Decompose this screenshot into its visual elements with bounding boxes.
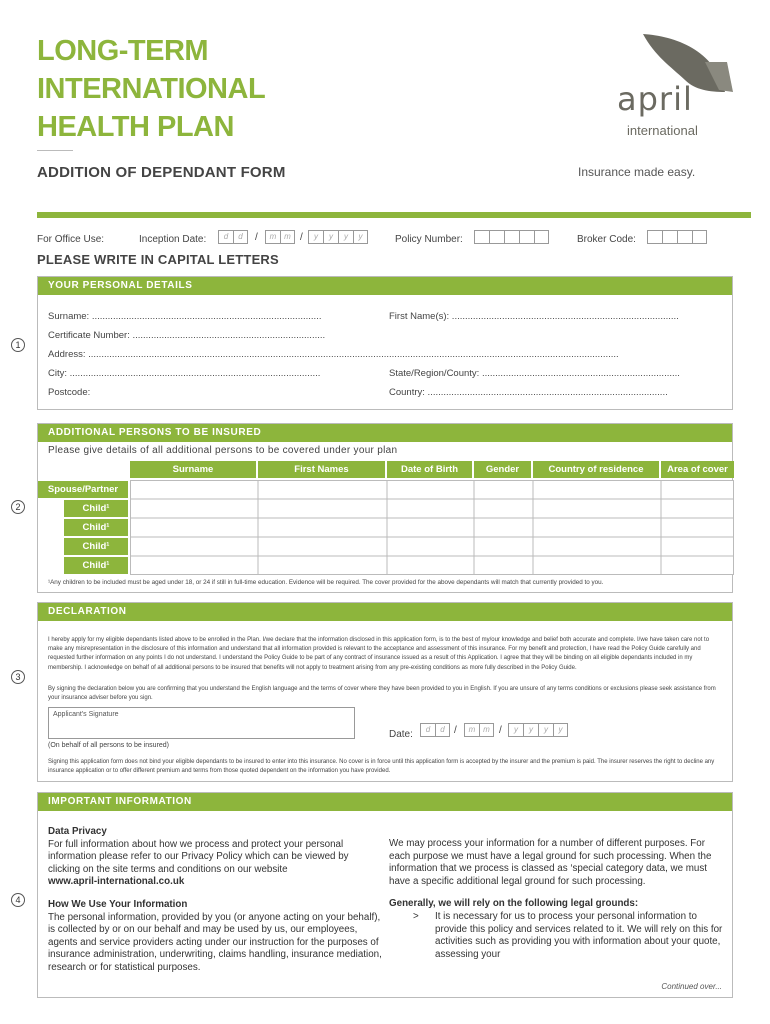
policy-number-boxes[interactable] <box>474 230 549 244</box>
logo-wordmark: april <box>617 80 693 118</box>
on-behalf-note: (On behalf of all persons to be insured) <box>48 742 170 749</box>
personal-details-section <box>37 276 733 410</box>
date-year-boxes[interactable]: y y y y <box>508 723 568 737</box>
policy-number-label: Policy Number: <box>395 234 463 245</box>
binding-notice: Signing this application form does not bind your eligible dependants to be insured to enter into this insurance. No cover is in force until this application form is accepted by the insurer and the premium is paid. The insurer reserves the right to decline any insurance application or to offer different premium and terms from those quoted dependent on the information you have provided. <box>48 759 715 775</box>
section-heading: IMPORTANT INFORMATION <box>38 793 732 811</box>
office-use-row: For Office Use: Inception Date: d d / m m / y y y y Policy Number: Broker Code: <box>37 230 751 246</box>
date-label: Date: <box>389 729 413 740</box>
signature-box[interactable] <box>48 707 355 739</box>
dependants-table <box>38 461 734 581</box>
column-header: Gender <box>474 461 531 478</box>
date-month-boxes[interactable]: m m <box>464 723 494 737</box>
section-heading: YOUR PERSONAL DETAILS <box>38 277 732 295</box>
column-header: First Names <box>258 461 385 478</box>
section-intro: Please give details of all additional persons to be covered under your plan <box>48 445 398 456</box>
city-field[interactable]: City: ............................................................................................... <box>48 368 321 379</box>
section-heading: DECLARATION <box>38 603 732 621</box>
website-link[interactable]: www.april-international.co.uk <box>48 876 185 888</box>
title-divider <box>37 150 73 151</box>
left-column <box>48 826 383 975</box>
row-label: Child¹ <box>64 538 128 555</box>
table-grid <box>130 480 734 575</box>
right-column <box>389 838 724 961</box>
data-privacy-text: For full information about how we process and protect your personal information please refer to our Privacy Policy which can be viewed by clicking on the site terms and conditions on our website <box>48 838 349 875</box>
inception-date-label: Inception Date: <box>139 234 207 245</box>
inception-year-boxes[interactable]: y y y y <box>308 230 368 244</box>
certificate-number-field[interactable]: Certificate Number: ......................................................................... <box>48 330 326 341</box>
continued-note: Continued over... <box>661 982 722 991</box>
how-we-use-text: The personal information, provided by you (or anyone acting on your behalf), is collected by or on our behalf and may be used by us, our employees, agents and service providers acting under our instruction for the purposes of insurance administration, underwriting, claims handling, insurance mediation, research or for statistical purposes. <box>48 911 382 973</box>
title-line-1: LONG-TERM <box>37 35 209 67</box>
column-header: Area of cover <box>661 461 734 478</box>
form-subtitle: ADDITION OF DEPENDANT FORM <box>37 164 286 181</box>
section-number-1: 1 <box>11 338 25 352</box>
section-number-4: 4 <box>11 893 25 907</box>
section-heading: ADDITIONAL PERSONS TO BE INSURED <box>38 424 732 442</box>
header-rule <box>37 212 751 218</box>
state-field[interactable]: State/Region/County: ........................................................................... <box>389 368 680 379</box>
section-number-2: 2 <box>11 500 25 514</box>
additional-persons-section <box>37 423 733 593</box>
signature-label: Applicant's Signature <box>53 711 119 718</box>
first-names-field[interactable]: First Name(s): ...................................................................................... <box>389 311 679 322</box>
children-footnote: ¹Any children to be included must be aged under 18, or 24 if still in full-time education. Evidence will be required. The cover provided for the above dependants will match that currently provided to you. <box>48 579 604 586</box>
date-day-boxes[interactable]: d d <box>420 723 450 737</box>
declaration-date-row: d d / m m / y y y y <box>420 723 620 739</box>
broker-code-label: Broker Code: <box>577 234 636 245</box>
row-label: Child¹ <box>64 500 128 517</box>
address-field[interactable]: Address: ......................................................................................................................................................................................................... <box>48 349 619 360</box>
column-header: Country of residence <box>533 461 659 478</box>
legal-ground-bullet <box>389 911 724 961</box>
column-header: Date of Birth <box>387 461 472 478</box>
how-we-use-heading: How We Use Your Information <box>48 898 188 910</box>
legal-grounds-heading: Generally, we will rely on the following legal grounds: <box>389 898 639 910</box>
page-title <box>37 32 265 146</box>
capitals-notice: PLEASE WRITE IN CAPITAL LETTERS <box>37 252 279 267</box>
data-privacy-heading: Data Privacy <box>48 826 107 837</box>
country-field[interactable]: Country: ........................................................................................... <box>389 387 668 398</box>
purposes-text: We may process your information for a number of different purposes. For each purpose we must have a legal ground for such processing. When the information that we process is classed as ‘special category data, we must have a specific additional legal ground for such processing. <box>389 838 712 887</box>
important-information-section <box>37 792 733 998</box>
declaration-text: I hereby apply for my eligible dependants listed above to be enrolled in the Plan. I/we declare that the information disclosed in this application form, is to the best of my/our knowledge and belief both accurate and complete. I/we have taken care not to make any misrepresentation in the disclosure of this information and understand that all information provided is relevant to the acceptance and assessment of this insurance. For my benefit and protection, I have read the Policy Guide carefully and requested further information on any points I do not understand. I understand the Policy Guide to be part of any contract of insurance issued as a result of this Application. I agree that they will be binding on all eligible dependants included in my membership. I acknowledge on behalf of all additional persons to be insured that benefits will not apply to treatment arising from any pre-existing conditions as more fully described in the Policy Guide. <box>48 637 710 671</box>
language-text: By signing the declaration below you are confirming that you understand the English language and the terms of cover where they have been provided to you in English. If you are unsure of any terms conditions or exclusions please seek assistance from your insurance adviser before you sign. <box>48 686 716 702</box>
row-label: Spouse/Partner <box>38 481 128 498</box>
bullet-marker: > <box>413 910 419 922</box>
column-header: Surname <box>130 461 256 478</box>
surname-field[interactable]: Surname: ....................................................................................... <box>48 311 322 322</box>
postcode-field[interactable]: Postcode: <box>48 387 91 398</box>
declaration-section <box>37 602 733 782</box>
for-office-use-label: For Office Use: <box>37 234 105 245</box>
broker-code-boxes[interactable] <box>647 230 707 244</box>
inception-month-boxes[interactable]: m m <box>265 230 295 244</box>
bullet-text: It is necessary for us to process your personal information to provide this policy and services related to it. We will rely on this for activities such as providing you with information about your quote, assessing your <box>435 910 723 960</box>
title-line-3: HEALTH PLAN <box>37 111 234 143</box>
inception-day-boxes[interactable]: d d <box>218 230 248 244</box>
tagline: Insurance made easy. <box>578 165 696 179</box>
row-label: Child¹ <box>64 557 128 574</box>
row-label: Child¹ <box>64 519 128 536</box>
logo-subtext: international <box>627 123 698 138</box>
title-line-2: INTERNATIONAL <box>37 73 266 105</box>
section-number-3: 3 <box>11 670 25 684</box>
